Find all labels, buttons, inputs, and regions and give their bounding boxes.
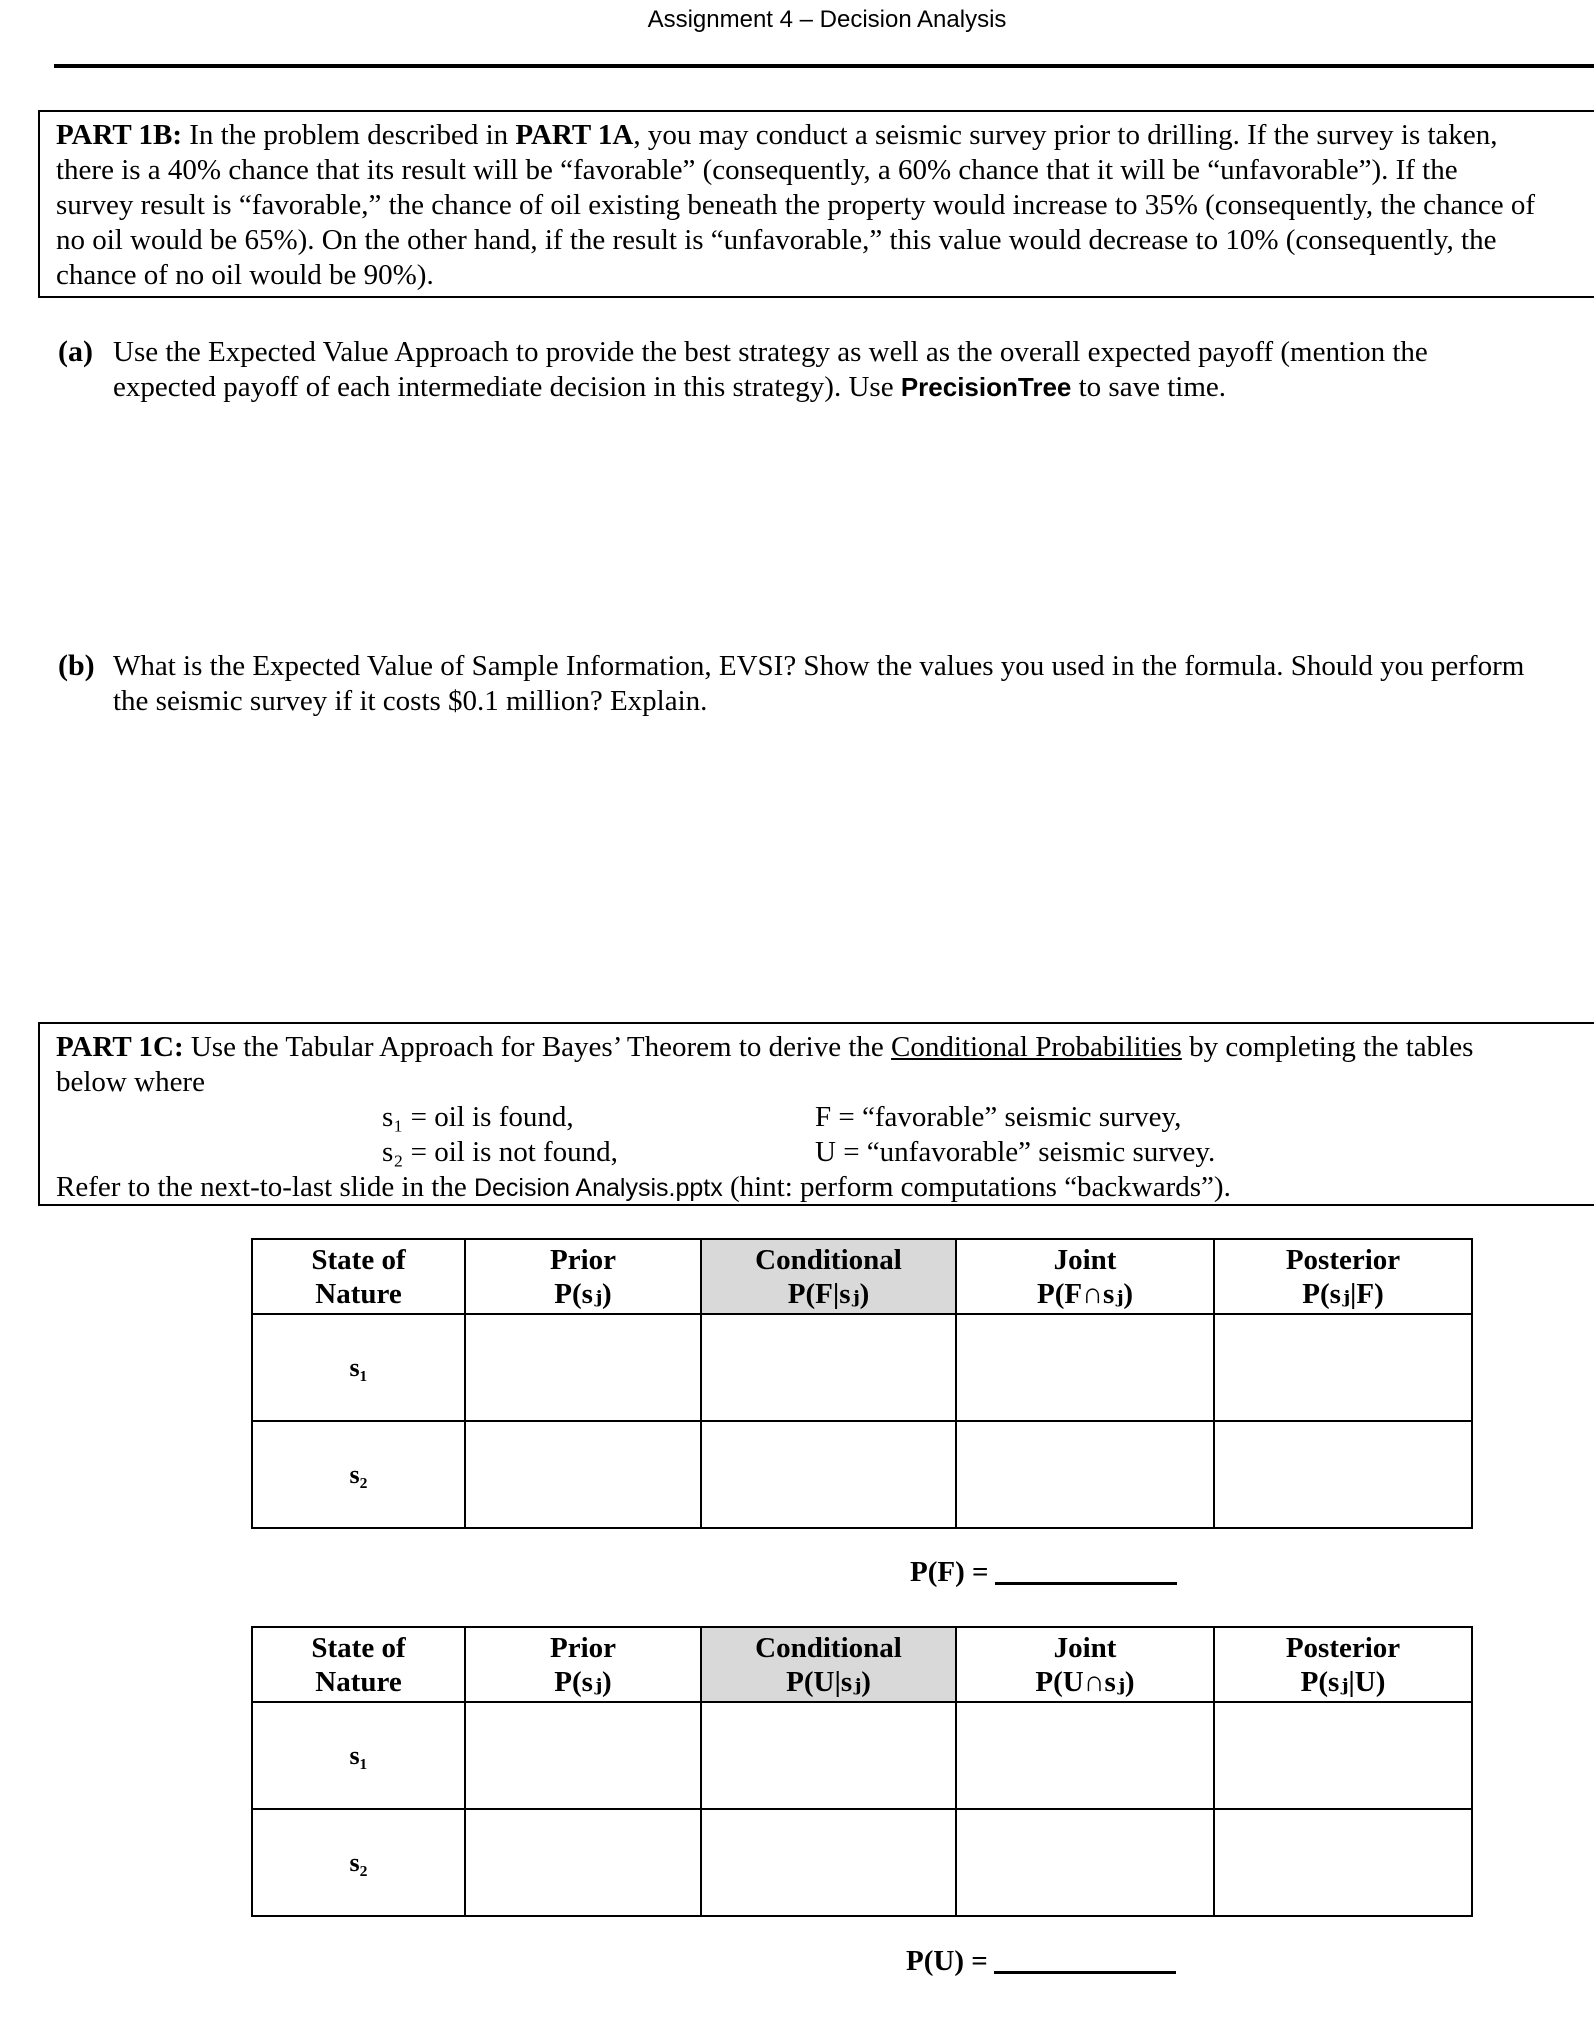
question-a-text: expected payoff of each intermediate decision in this strategy). Use: [113, 371, 901, 403]
definition-s1: s₁ = oil is found,: [382, 1101, 574, 1133]
part-1c-text: (hint: perform computations “backwards”).: [722, 1171, 1231, 1203]
part-1c-text: below where: [56, 1066, 205, 1098]
page-header-title: Assignment 4 – Decision Analysis: [647, 6, 1007, 33]
state-cell: s₁: [252, 1702, 465, 1809]
header-joint: Joint P(U∩sⱼ): [956, 1627, 1214, 1702]
joint-input-cell[interactable]: [956, 1809, 1214, 1916]
part-1b-text: , you may conduct a seismic survey prior to drilling. If the survey is taken,: [633, 119, 1498, 151]
part-1b-label: PART 1B:: [56, 119, 182, 151]
conditional-input-cell[interactable]: [701, 1809, 956, 1916]
header-posterior: Posterior P(sⱼ|F): [1214, 1239, 1472, 1314]
part-1c-text: Use the Tabular Approach for Bayes’ Theorem to derive the: [190, 1031, 892, 1063]
pf-answer-blank[interactable]: [995, 1582, 1177, 1585]
table-row: [252, 1314, 1472, 1421]
table-header-row: [252, 1239, 1472, 1314]
header-conditional: Conditional P(F|sⱼ): [701, 1239, 956, 1314]
question-a-label: (a): [58, 335, 93, 368]
part-1b-text: no oil would be 65%). On the other hand, if the result is “unfavorable,” this value would decrease to 10% (consequently, the: [56, 224, 1497, 256]
prior-input-cell[interactable]: [465, 1421, 701, 1528]
joint-input-cell[interactable]: [956, 1702, 1214, 1809]
definition-u: U = “unfavorable” seismic survey.: [815, 1136, 1216, 1168]
question-b-label: (b): [58, 649, 95, 682]
conditional-input-cell[interactable]: [701, 1702, 956, 1809]
part-1b-text: survey result is “favorable,” the chance of oil existing beneath the property would increase to 35% (consequently, the chance of: [56, 189, 1535, 221]
part-1b-text: In the problem described in: [189, 119, 516, 151]
bayes-table-unfavorable: [251, 1626, 1473, 1917]
precisiontree-name: PrecisionTree: [900, 372, 1072, 402]
header-conditional: Conditional P(U|sⱼ): [701, 1627, 956, 1702]
header-prior: Prior P(sⱼ): [465, 1239, 701, 1314]
posterior-input-cell[interactable]: [1214, 1421, 1472, 1528]
table-header-row: [252, 1627, 1472, 1702]
file-name: Decision Analysis.pptx: [473, 1174, 723, 1202]
part-1b-text: there is a 40% chance that its result will be “favorable” (consequently, a 60% chance that it will be “unfavorable”). If the: [56, 154, 1458, 186]
header-rule: [54, 64, 1594, 68]
state-cell: s₁: [252, 1314, 465, 1421]
question-a-text: Use the Expected Value Approach to provide the best strategy as well as the overall expected payoff (mention the: [113, 336, 1428, 368]
posterior-input-cell[interactable]: [1214, 1314, 1472, 1421]
state-cell: s₂: [252, 1809, 465, 1916]
header-state-of-nature: State of Nature: [252, 1239, 465, 1314]
conditional-input-cell[interactable]: [701, 1421, 956, 1528]
header-joint: Joint P(F∩sⱼ): [956, 1239, 1214, 1314]
posterior-input-cell[interactable]: [1214, 1809, 1472, 1916]
prior-input-cell[interactable]: [465, 1702, 701, 1809]
pf-label: P(F) =: [910, 1556, 989, 1588]
pu-label: P(U) =: [906, 1945, 988, 1977]
header-posterior: Posterior P(sⱼ|U): [1214, 1627, 1472, 1702]
header-prior: Prior P(sⱼ): [465, 1627, 701, 1702]
part-1c-label: PART 1C:: [56, 1031, 184, 1063]
question-b: [58, 648, 1524, 719]
definition-f: F = “favorable” seismic survey,: [815, 1101, 1182, 1133]
conditional-probabilities-text: Conditional Probabilities: [891, 1031, 1182, 1063]
part-1b-box: [38, 110, 1594, 298]
conditional-input-cell[interactable]: [701, 1314, 956, 1421]
pf-total: [910, 1556, 1177, 1589]
part-1c-text: Refer to the next-to-last slide in the: [56, 1171, 474, 1203]
definition-s2: s₂ = oil is not found,: [382, 1136, 618, 1168]
table-row: [252, 1809, 1472, 1916]
question-a-text: to save time.: [1071, 371, 1227, 403]
header-state-of-nature: State of Nature: [252, 1627, 465, 1702]
part-1a-reference: PART 1A: [515, 119, 634, 151]
part-1c-text: by completing the tables: [1181, 1031, 1474, 1063]
question-b-text: What is the Expected Value of Sample Information, EVSI? Show the values you used in the formula. Should you perform: [113, 650, 1525, 682]
prior-input-cell[interactable]: [465, 1314, 701, 1421]
question-b-text: the seismic survey if it costs $0.1 million? Explain.: [113, 685, 708, 717]
part-1b-text: chance of no oil would be 90%).: [56, 259, 434, 291]
joint-input-cell[interactable]: [956, 1421, 1214, 1528]
posterior-input-cell[interactable]: [1214, 1702, 1472, 1809]
pu-total: [906, 1945, 1176, 1978]
prior-input-cell[interactable]: [465, 1809, 701, 1916]
table-row: [252, 1421, 1472, 1528]
joint-input-cell[interactable]: [956, 1314, 1214, 1421]
table-row: [252, 1702, 1472, 1809]
pu-answer-blank[interactable]: [994, 1971, 1176, 1974]
question-a: [58, 334, 1428, 405]
state-cell: s₂: [252, 1421, 465, 1528]
bayes-table-favorable: [251, 1238, 1473, 1529]
